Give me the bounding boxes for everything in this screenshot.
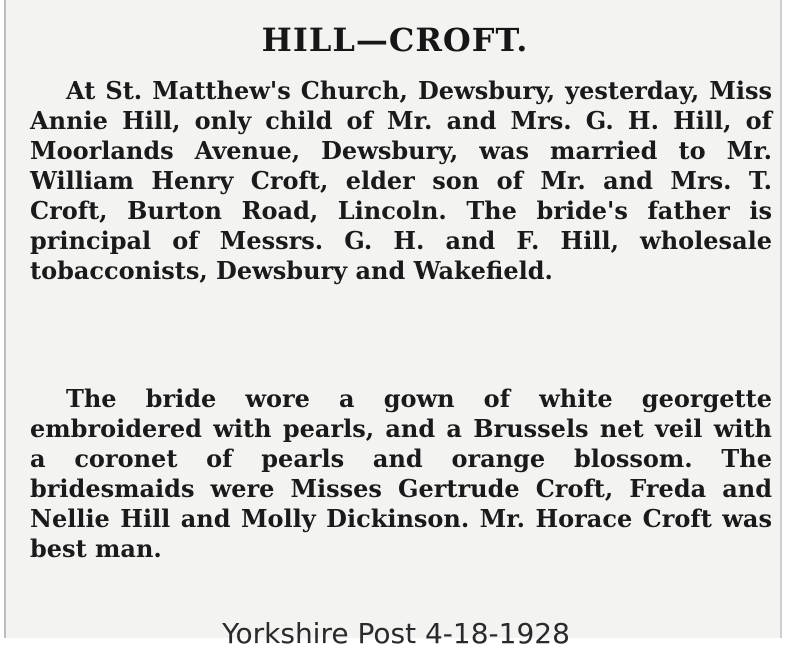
source-caption: Yorkshire Post 4-18-1928 (222, 617, 570, 650)
article-paragraph-2: The bride wore a gown of white georgette embroidered with pearls, and a Brussels net veil with a coronet of pearls and orange blossom. The bridesmaids were Misses Gertrude Croft, Freda and Nellie Hill and Molly Dickinson. Mr. Horace Croft was best man. (30, 384, 772, 563)
headline: HILL—CROFT. (261, 21, 529, 59)
newspaper-clipping (4, 0, 782, 638)
article-paragraph-1: At St. Matthew's Church, Dewsbury, yesterday, Miss Annie Hill, only child of Mr. and Mrs. G. H. Hill, of Moorlands Avenue, Dewsbury, was married to Mr. William Henry Croft, elder son of Mr. and Mrs. T. Croft, Burton Road, Lincoln. The bride's father is principal of Messrs. G. H. and F. Hill, wholesale tobacconists, Dewsbury and Wakefield. (30, 76, 772, 285)
